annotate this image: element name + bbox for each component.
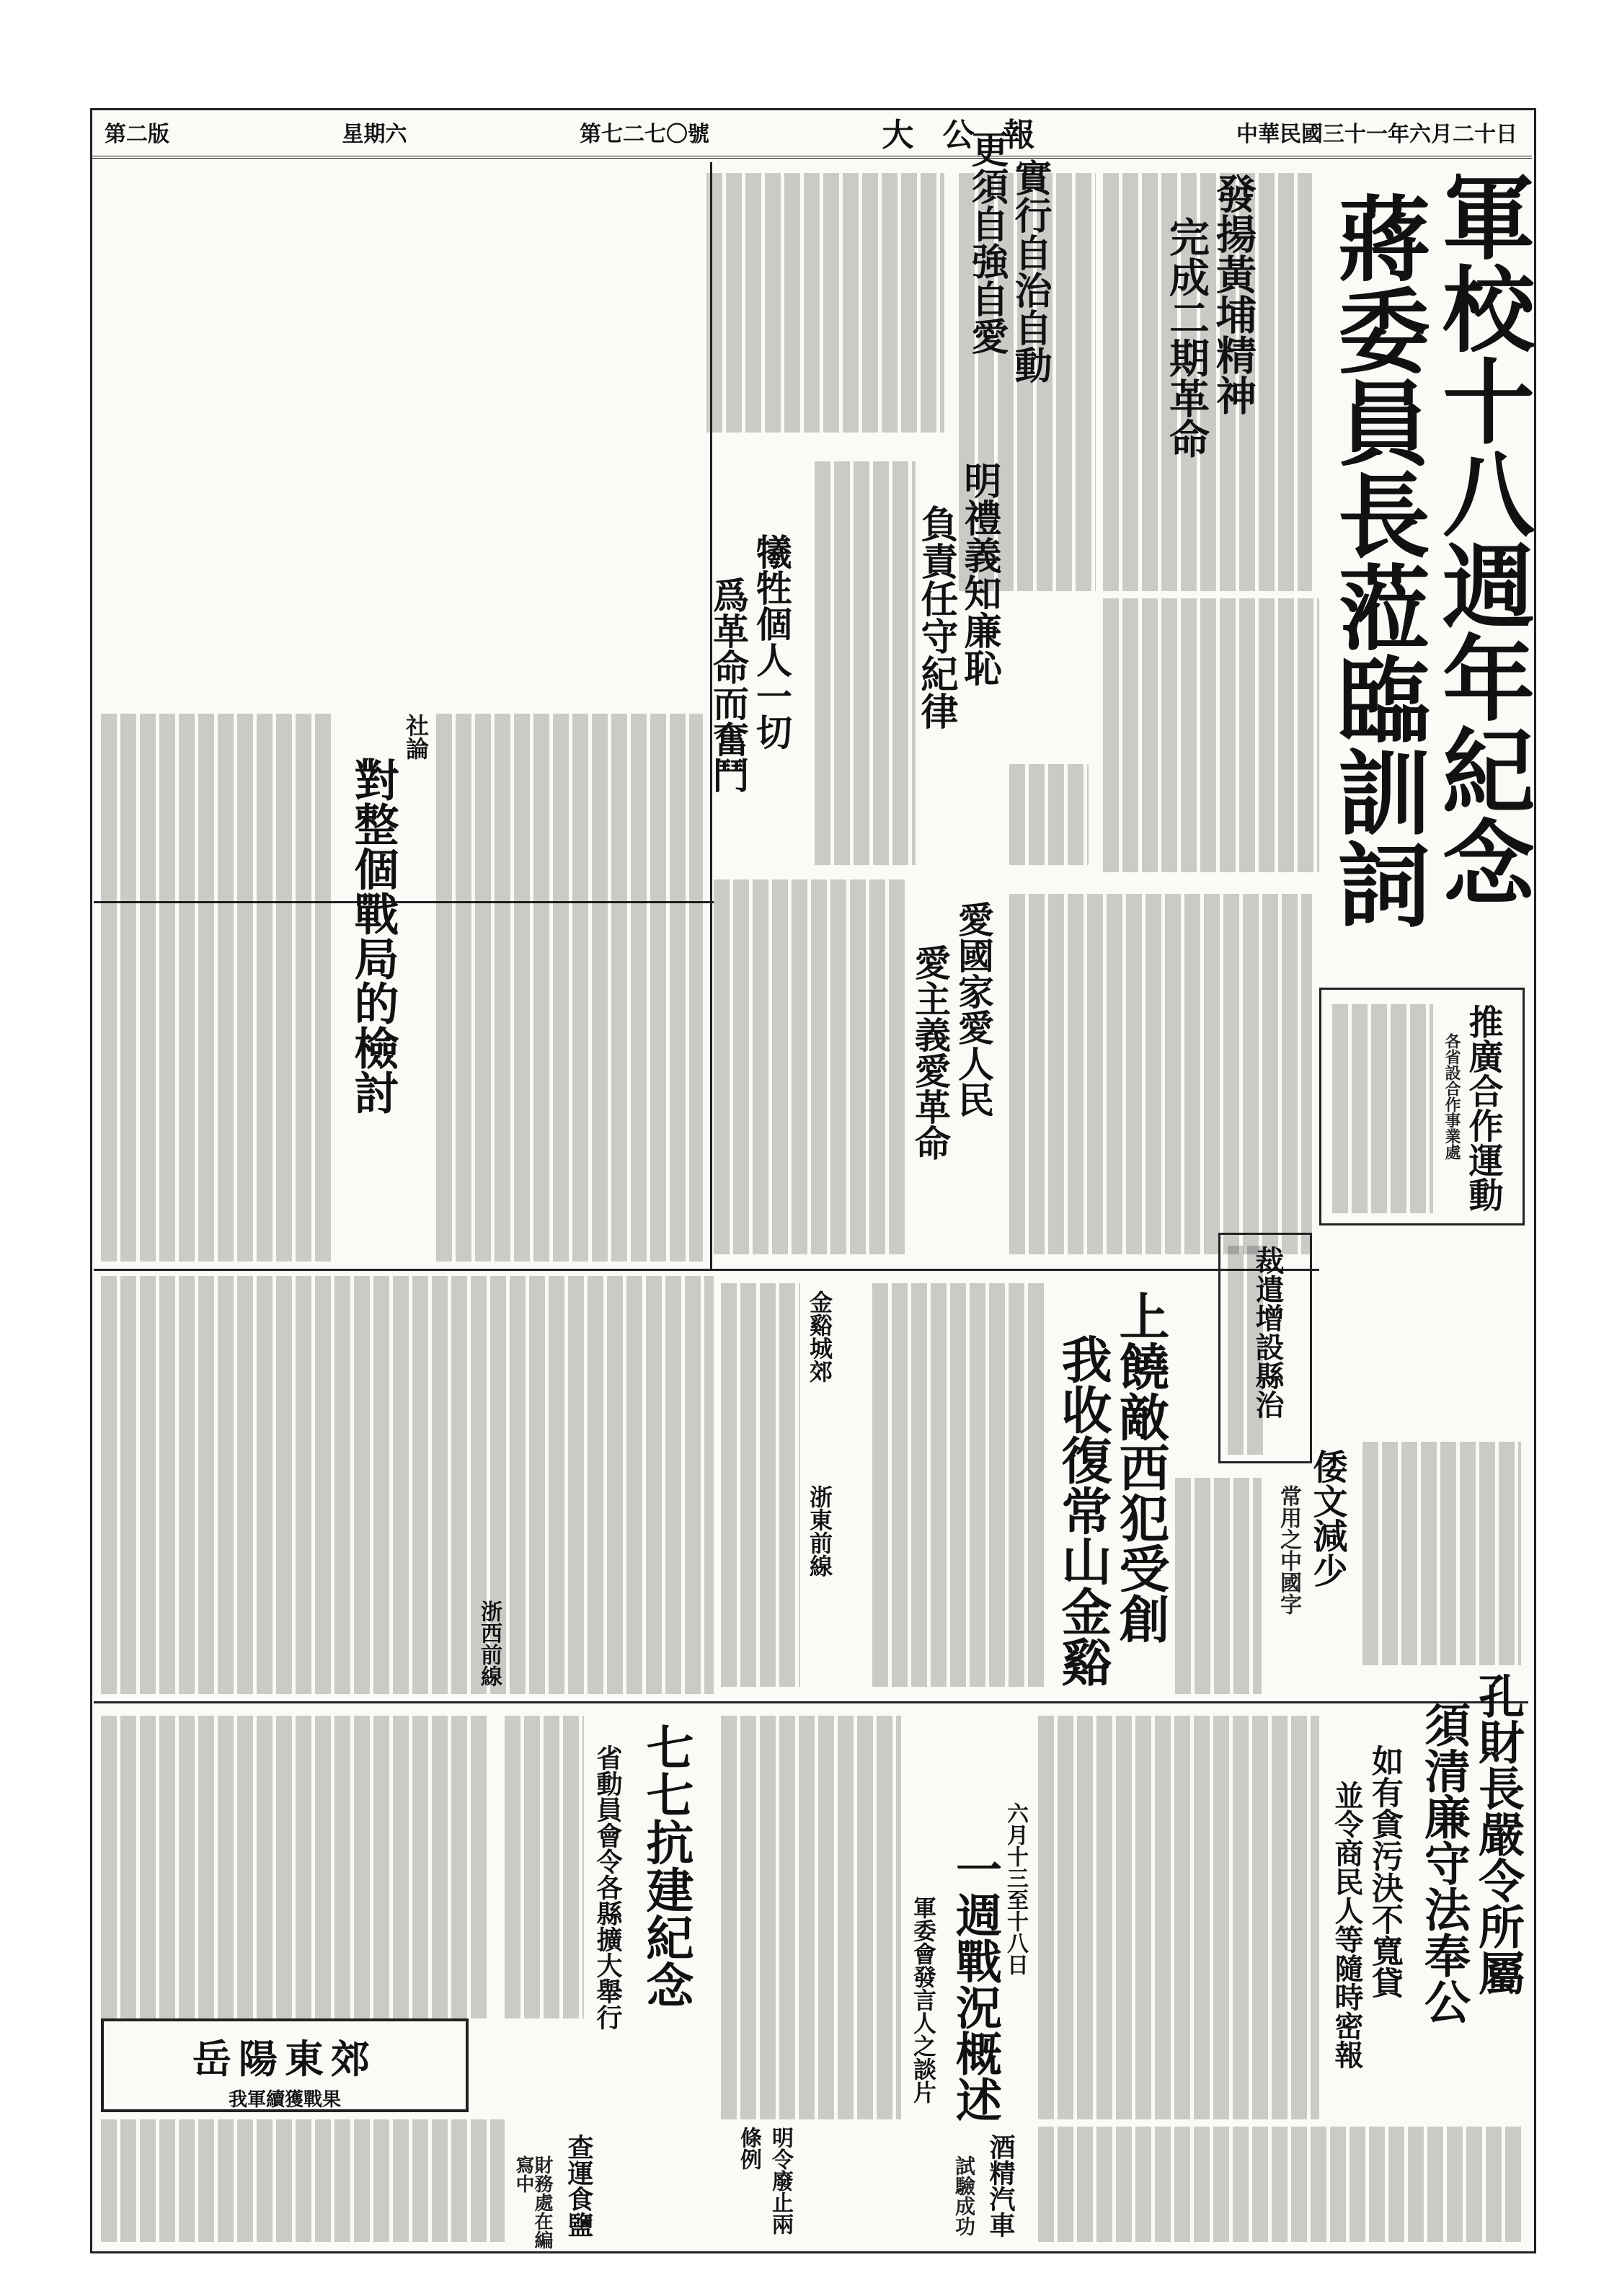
japanese-body — [1362, 1442, 1521, 1665]
lead-body-text-4 — [706, 173, 944, 433]
july7-title: 七七抗建紀念 — [638, 1723, 693, 2008]
misc-body — [101, 1716, 490, 2018]
lead-subhead-4: 更須自強自愛 — [965, 130, 1008, 355]
cooperative-box — [1319, 988, 1525, 1225]
war-report-body — [101, 1276, 714, 1694]
front-title-2: 浙東前線 — [806, 1485, 833, 1577]
bottom-body-right — [1038, 2127, 1521, 2242]
issue-date: 中華民國三十一年六月二十日 — [1236, 122, 1517, 147]
editorial-title: 對整個戰局的檢討 — [347, 757, 399, 1114]
weekly-body — [721, 1716, 901, 2119]
cooperative-body — [1332, 1004, 1433, 1213]
editorial-label: 社論 — [402, 714, 430, 760]
lead-subhead-8: 爲革命而奮鬥 — [707, 577, 749, 793]
july7-subtitle: 省動員會令各縣擴大舉行 — [593, 1745, 622, 2030]
ad-title: 岳陽東郊 — [192, 2036, 377, 2082]
cooperative-title: 推廣合作運動 — [1463, 1004, 1503, 1212]
lead-headline-2: 蔣委員長蒞臨訓詞 — [1322, 191, 1430, 929]
cooperative-subtitle: 各省設合作事業處 — [1442, 1033, 1461, 1160]
county-title: 裁遣增設縣治 — [1251, 1246, 1284, 1419]
shangrao-body-2 — [1175, 1478, 1262, 1694]
weekly-subtitle: 軍委會發言人之談片 — [910, 1896, 937, 2104]
page-number: 第二版 — [105, 122, 169, 147]
finance-title-1: 孔財長嚴令所屬 — [1471, 1672, 1524, 1995]
lead-body-text-5 — [815, 461, 916, 865]
lead-body-text-3 — [1103, 598, 1319, 872]
ad-box — [101, 2018, 469, 2112]
bottom-body-left — [101, 2119, 505, 2242]
lead-subhead-9: 愛國家愛人民 — [952, 901, 994, 1117]
weekly-title: 一週戰況概述 — [948, 1845, 1001, 2122]
lead-headline-1: 軍校十八週年紀念 — [1427, 169, 1534, 908]
editorial-body — [436, 714, 703, 1262]
lead-subhead-3: 實行自治自動 — [1008, 159, 1051, 384]
finance-title-3: 如有貪污決不寬貸 — [1366, 1745, 1403, 1998]
paper-title: 大公報 — [882, 117, 1064, 154]
front-title-1: 金谿城郊 — [806, 1290, 833, 1383]
column-divider — [710, 162, 712, 1269]
finance-title-4: 並令商民人等隨時密報 — [1330, 1781, 1363, 2069]
alcohol-car-title: 酒精汽車 — [985, 2134, 1015, 2238]
lead-subhead-7: 犧牲個人一切 — [750, 533, 792, 750]
salt-subtitle: 財務處在編寫中 — [513, 2155, 553, 2249]
county-body — [1228, 1246, 1264, 1455]
weekday: 星期六 — [342, 122, 407, 147]
shangrao-title-1: 上饒敵西犯受創 — [1111, 1290, 1170, 1644]
editorial-body-2 — [101, 714, 332, 1262]
front-body — [721, 1283, 800, 1687]
county-box — [1218, 1233, 1312, 1463]
lead-body-text-8 — [714, 879, 908, 1254]
alcohol-car-subtitle: 試驗成功 — [952, 2155, 976, 2236]
weekly-date: 六月十三至十八日 — [1003, 1802, 1028, 1975]
shangrao-body — [872, 1283, 1045, 1687]
lead-subhead-2: 完成二期革命 — [1163, 216, 1210, 458]
section-divider-3 — [94, 1701, 1528, 1703]
finance-body — [1038, 1716, 1319, 2119]
baolingzhi-title: 明令廢止兩條例 — [736, 2127, 793, 2235]
front-title-3: 浙西前線 — [477, 1600, 502, 1687]
japanese-subtitle: 常用之中國字 — [1276, 1485, 1301, 1615]
lead-body-text-6 — [1009, 764, 1089, 865]
finance-title-2: 須清廉守法奉公 — [1417, 1701, 1470, 2024]
shangrao-title-2: 我收復常山金谿 — [1053, 1334, 1112, 1687]
issue-number: 第七二七〇號 — [580, 122, 709, 147]
japanese-title: 倭文減少 — [1307, 1449, 1347, 1587]
ad-subtitle: 我軍續獲戰果 — [228, 2088, 341, 2111]
masthead — [90, 108, 1532, 159]
july7-body — [505, 1716, 584, 2018]
lead-body-text-7 — [1009, 894, 1312, 1254]
lead-subhead-5: 明禮義知廉恥 — [957, 461, 1001, 686]
lead-subhead-1: 發揚黃埔精神 — [1210, 173, 1257, 415]
lead-subhead-6: 負責任守紀律 — [914, 505, 957, 730]
salt-title: 查運食鹽 — [564, 2134, 593, 2238]
section-divider-2 — [94, 1269, 1319, 1271]
lead-subhead-10: 愛主義愛革命 — [909, 944, 951, 1161]
